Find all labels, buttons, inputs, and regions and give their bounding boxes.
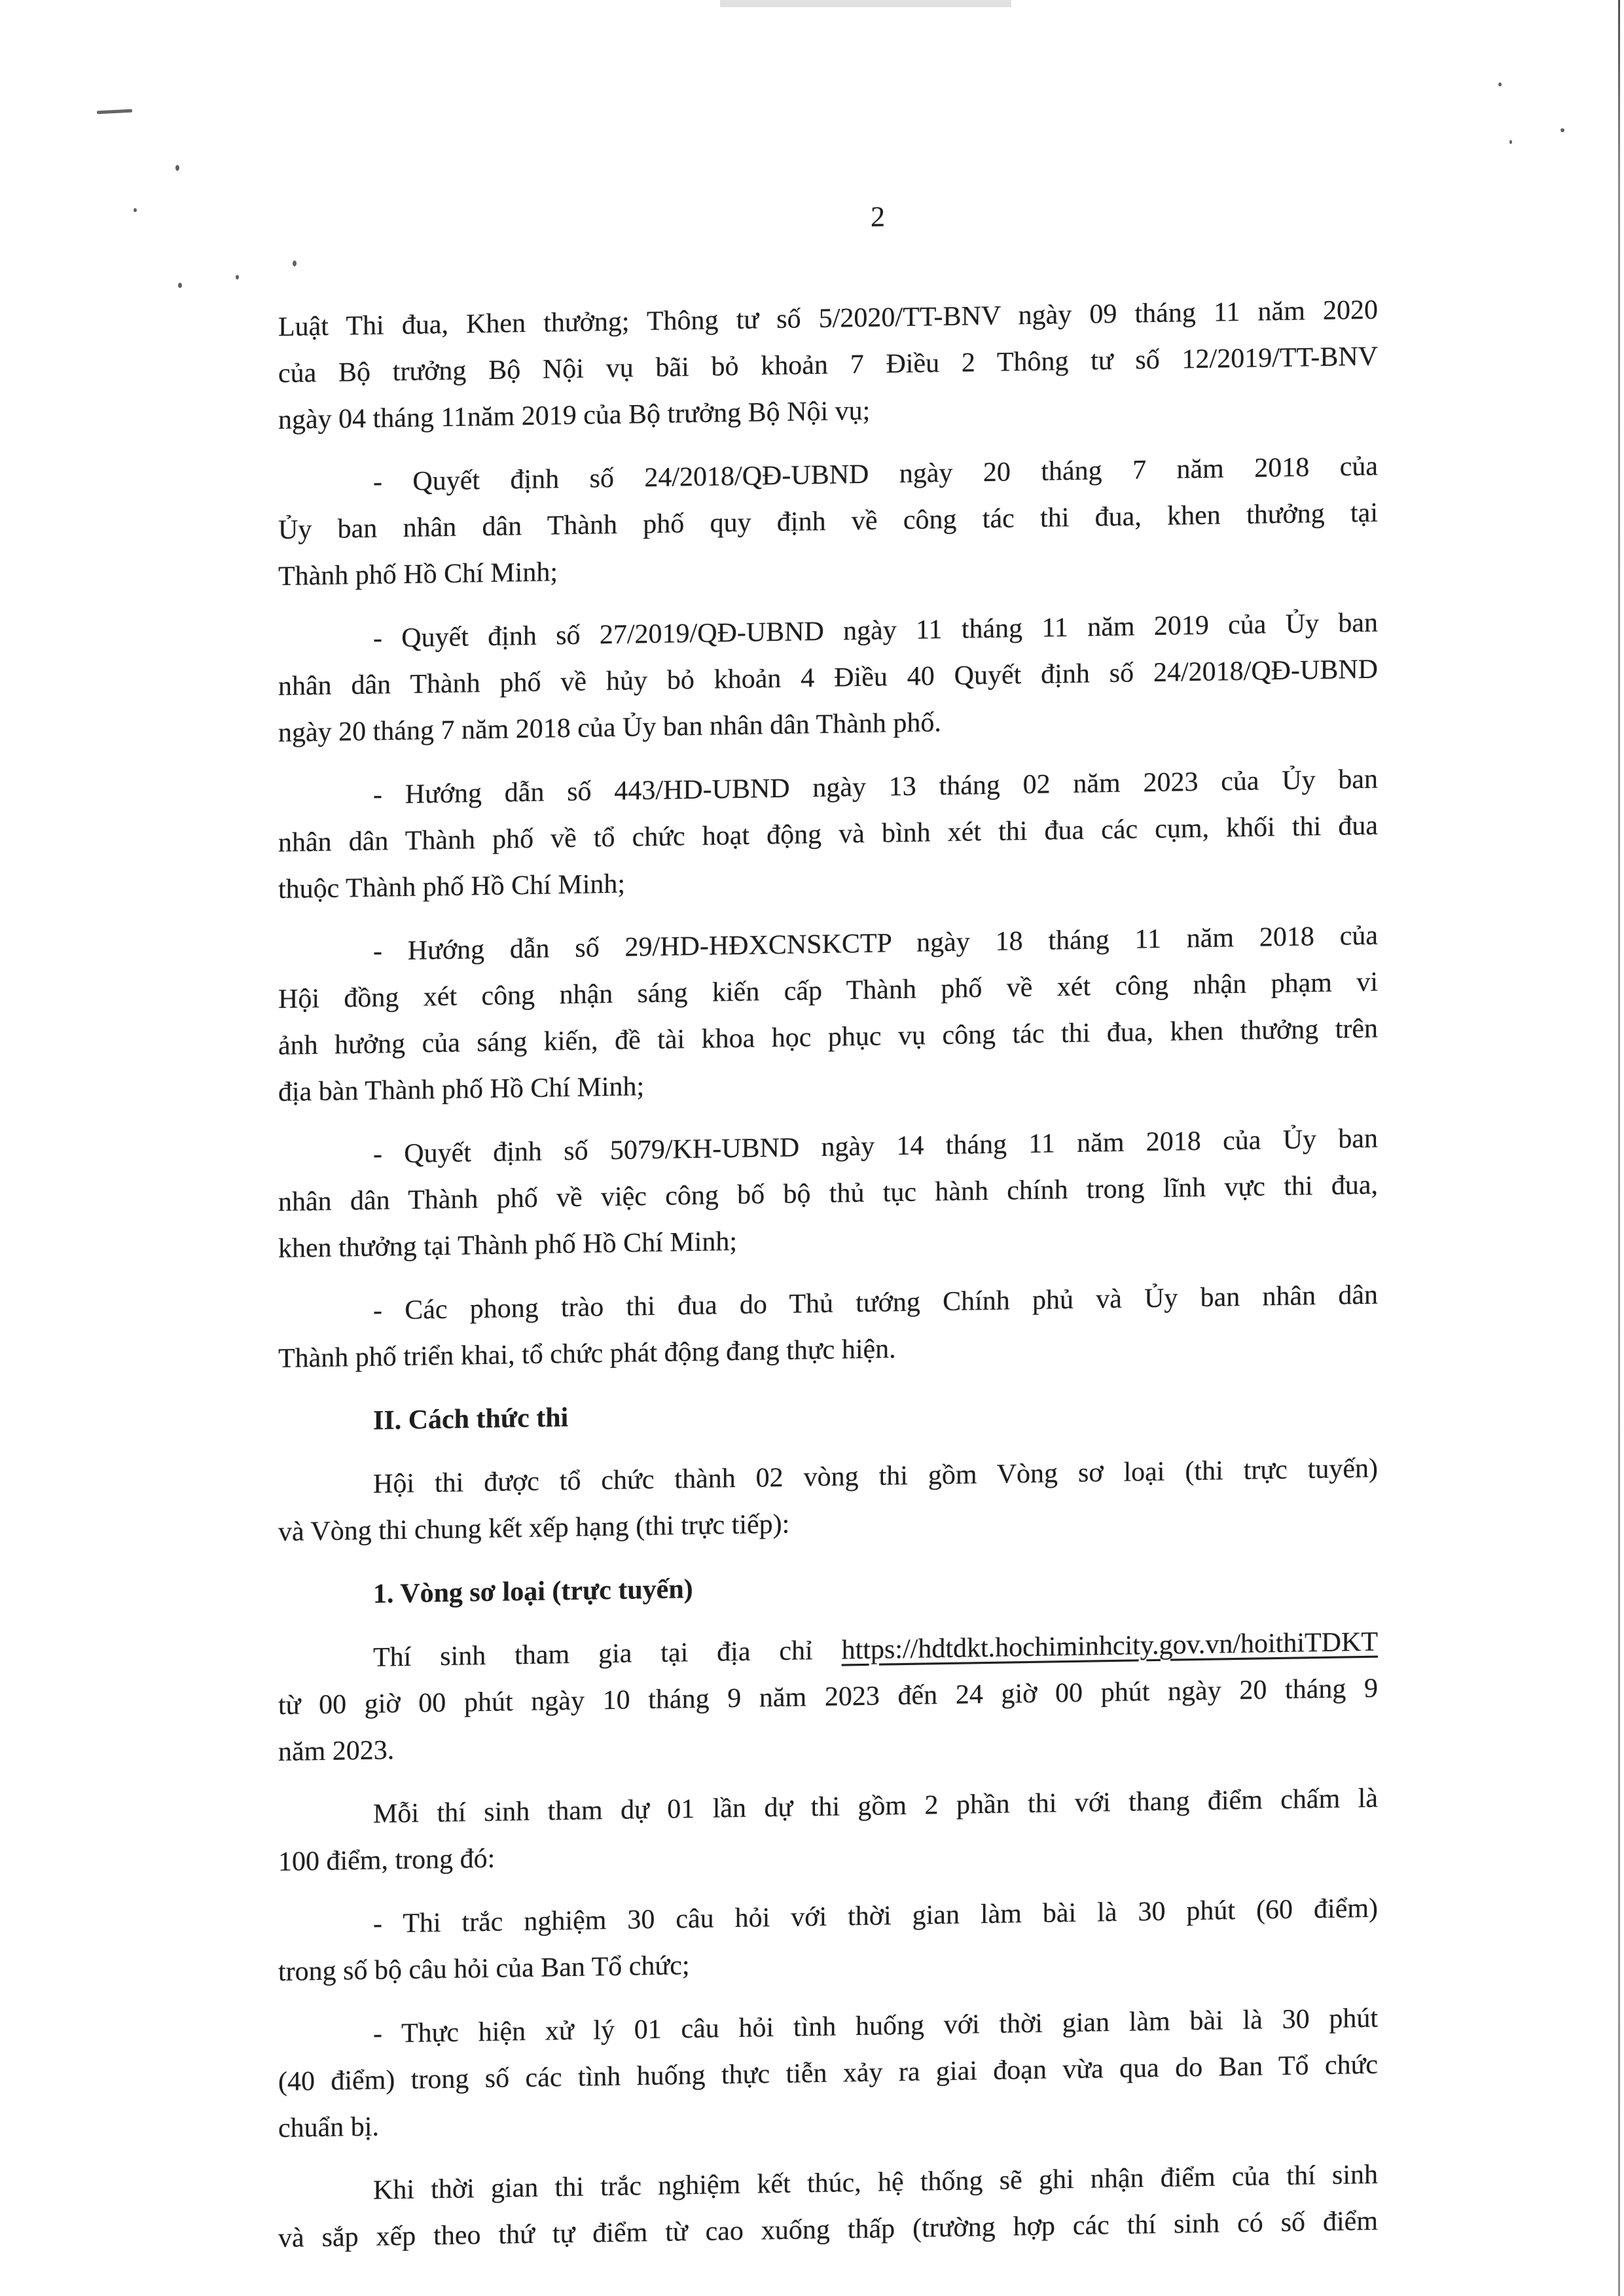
paragraph <box>278 1776 1378 1886</box>
text-segment: - Quyết định số 27/2019/QĐ-UBND ngày 11 tháng 11 năm 2019 của Ủy ban <box>373 607 1378 654</box>
text-segment: - Các phong trào thi đua do Thủ tướng Chính phủ và Ủy ban nhân dân <box>373 1280 1378 1326</box>
text-segment: và sắp xếp theo thứ tự điểm từ cao xuống thấp (trường hợp các thí sinh có số điểm <box>278 2206 1378 2253</box>
paragraph <box>278 757 1378 913</box>
text-segment: nhân dân Thành phố về hủy bỏ khoản 4 Điều 40 Quyết định số 24/2018/QĐ-UBND <box>278 654 1378 702</box>
paragraph <box>278 1446 1378 1556</box>
text-segment: khen thưởng tại Thành phố Hồ Chí Minh; <box>278 1226 737 1264</box>
document-text-block <box>278 186 1378 2262</box>
paragraph <box>278 1996 1378 2152</box>
scan-speck <box>1498 82 1502 86</box>
paragraph <box>278 287 1378 444</box>
page-number: 2 <box>871 200 885 233</box>
text-segment: và Vòng thi chung kết xếp hạng (thi trực tiếp): <box>278 1509 790 1547</box>
text-segment: - Hướng dẫn số 443/HD-UBND ngày 13 tháng 02 năm 2023 của Ủy ban <box>373 764 1378 810</box>
scan-top-smudge <box>720 0 1011 7</box>
text-segment: trong số bộ câu hỏi của Ban Tổ chức; <box>278 1950 690 1987</box>
paragraph <box>278 1619 1378 1776</box>
exam-url-link: https://hdtdkt.hochiminhcity.gov.vn/hoithiTDKT <box>841 1626 1378 1666</box>
paragraph <box>278 2152 1378 2262</box>
scan-speck <box>1561 128 1564 132</box>
scan-speck <box>178 283 182 288</box>
scan-edge-line <box>1618 0 1620 2296</box>
scan-speck <box>175 165 179 171</box>
text-segment: nhân dân Thành phố về tổ chức hoạt động và bình xét thi đua các cụm, khối thi đua <box>278 810 1378 858</box>
text-segment: địa bàn Thành phố Hồ Chí Minh; <box>278 1071 645 1107</box>
text-segment: Hội thi được tổ chức thành 02 vòng thi gồm Vòng sơ loại (thi trực tuyến) <box>373 1453 1378 1499</box>
text-segment: - Quyết định số 5079/KH-UBND ngày 14 tháng 11 năm 2018 của Ủy ban <box>373 1123 1378 1170</box>
text-segment: (40 điểm) trong số các tình huống thực tiễn xảy ra giai đoạn vừa qua do Ban Tổ chức <box>278 2049 1378 2097</box>
text-segment: Thành phố Hồ Chí Minh; <box>278 557 558 592</box>
text-segment: thuộc Thành phố Hồ Chí Minh; <box>278 869 626 905</box>
text-segment: năm 2023. <box>278 1735 395 1767</box>
paragraph <box>278 1272 1378 1382</box>
text-segment: ảnh hưởng của sáng kiến, đề tài khoa học phục vụ công tác thi đua, khen thưởng trên <box>278 1013 1378 1061</box>
scan-speck <box>1509 140 1512 144</box>
text-segment: ngày 04 tháng 11năm 2019 của Bộ trưởng Bộ Nội vụ; <box>278 395 871 435</box>
text-segment: - Thi trắc nghiệm 30 câu hỏi với thời gian làm bài là 30 phút (60 điểm) <box>373 1893 1378 1939</box>
text-segment: Ủy ban nhân dân Thành phố quy định về công tác thi đua, khen thưởng tại <box>278 497 1378 545</box>
text-line <box>373 1382 1378 1444</box>
document-paragraphs <box>278 287 1378 2262</box>
scan-dash-mark <box>97 109 132 115</box>
text-segment: Hội đồng xét công nhận sáng kiến cấp Thành phố về xét công nhận phạm vi <box>278 967 1378 1014</box>
text-segment: - Hướng dẫn số 29/HD-HĐXCNSKCTP ngày 18 tháng 11 năm 2018 của <box>373 920 1378 967</box>
text-segment: chuẩn bị. <box>278 2111 379 2144</box>
text-segment: nhân dân Thành phố về việc công bố bộ thủ tục hành chính trong lĩnh vực thi đua, <box>278 1170 1378 1217</box>
paragraph <box>278 1886 1378 1996</box>
paragraph <box>278 600 1378 757</box>
text-segment: Khi thời gian thi trắc nghiệm kết thúc, hệ thống sẽ ghi nhận điểm của thí sinh <box>373 2159 1378 2206</box>
text-segment: - Thực hiện xử lý 01 câu hỏi tình huống với thời gian làm bài là 30 phút <box>373 2003 1378 2049</box>
scan-speck <box>236 275 239 279</box>
text-segment: Luật Thi đua, Khen thưởng; Thông tư số 5/2020/TT-BNV ngày 09 tháng 11 năm 2020 <box>278 295 1378 342</box>
paragraph <box>278 1116 1378 1272</box>
paragraph <box>278 444 1378 600</box>
text-segment: 100 điểm, trong đó: <box>278 1843 496 1877</box>
text-segment: từ 00 giờ 00 phút ngày 10 tháng 9 năm 2023 đến 24 giờ 00 phút ngày 20 tháng 9 <box>278 1673 1378 1721</box>
text-line <box>373 1556 1378 1618</box>
text-segment: Thí sinh tham gia tại địa chỉ <box>373 1635 842 1673</box>
paragraph <box>278 913 1378 1116</box>
text-segment: Mỗi thí sinh tham dự 01 lần dự thi gồm 2 phần thi với thang điểm chấm là <box>373 1783 1378 1829</box>
text-segment: 1. Vòng sơ loại (trực tuyến) <box>373 1574 693 1609</box>
text-segment: II. Cách thức thi <box>373 1403 569 1436</box>
section-heading <box>278 1556 1378 1619</box>
text-segment: - Quyết định số 24/2018/QĐ-UBND ngày 20 tháng 7 năm 2018 của <box>373 451 1378 497</box>
scan-speck <box>134 208 137 212</box>
text-segment: Thành phố triển khai, tổ chức phát động đang thực hiện. <box>278 1334 896 1374</box>
section-heading <box>278 1382 1378 1446</box>
text-segment: của Bộ trưởng Bộ Nội vụ bãi bỏ khoản 7 Điều 2 Thông tư số 12/2019/TT-BNV <box>278 341 1378 389</box>
text-segment: ngày 20 tháng 7 năm 2018 của Ủy ban nhân dân Thành phố. <box>278 708 941 748</box>
